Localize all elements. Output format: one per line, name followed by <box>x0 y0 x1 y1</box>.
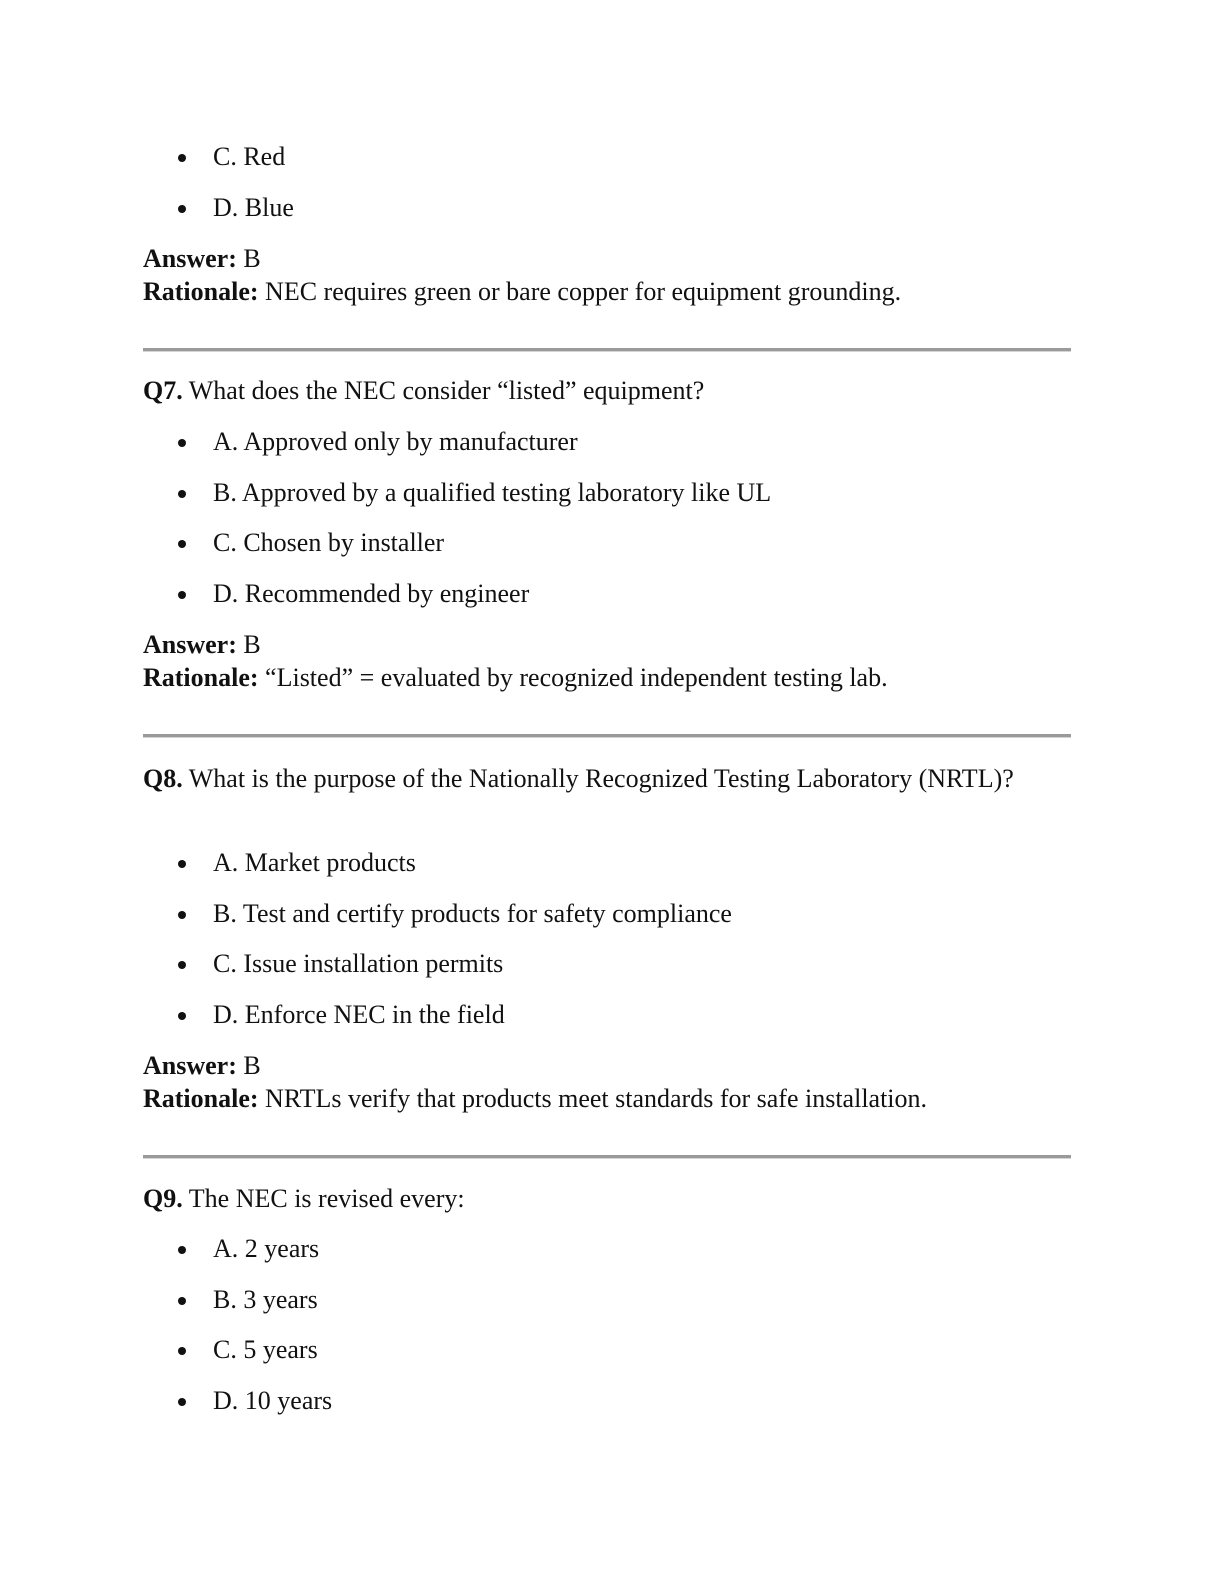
q9-question <box>143 1182 1023 1216</box>
bullet <box>178 961 186 969</box>
q8-option-c: C. Issue installation permits <box>213 949 504 978</box>
section-divider <box>143 1155 1071 1159</box>
rationale-text: NRTLs verify that products meet standards for safe installation. <box>265 1084 928 1113</box>
q9-option-a: A. 2 years <box>213 1234 320 1263</box>
q8-option-b: B. Test and certify products for safety compliance <box>213 899 732 928</box>
answer-label: Answer: <box>143 1051 237 1080</box>
section-divider <box>143 348 1071 352</box>
question-number: Q7. <box>143 376 183 405</box>
q7-option-a: A. Approved only by manufacturer <box>213 427 578 456</box>
answer-value: B <box>243 1051 261 1080</box>
bullet <box>178 490 186 498</box>
bullet <box>178 1347 186 1355</box>
q6-option-d: D. Blue <box>213 193 294 222</box>
bullet <box>178 591 186 599</box>
q8-option-a: A. Market products <box>213 848 416 877</box>
answer-label: Answer: <box>143 630 237 659</box>
answer-value: B <box>243 244 261 273</box>
bullet <box>178 205 186 213</box>
q7-option-d: D. Recommended by engineer <box>213 579 530 608</box>
answer-label: Answer: <box>143 244 237 273</box>
bullet <box>178 1012 186 1020</box>
rationale-label: Rationale: <box>143 277 259 306</box>
q6-answer <box>143 242 261 276</box>
q6-rationale <box>143 275 901 309</box>
bullet <box>178 860 186 868</box>
rationale-text: NEC requires green or bare copper for equipment grounding. <box>265 277 902 306</box>
q7-option-c: C. Chosen by installer <box>213 528 445 557</box>
q7-answer <box>143 628 261 662</box>
section-divider <box>143 734 1071 738</box>
bullet <box>178 1398 186 1406</box>
bullet <box>178 1297 186 1305</box>
bullet <box>178 439 186 447</box>
q7-option-b: B. Approved by a qualified testing laboratory like UL <box>213 478 772 507</box>
q9-option-b: B. 3 years <box>213 1285 318 1314</box>
q8-option-d: D. Enforce NEC in the field <box>213 1000 505 1029</box>
question-text: The NEC is revised every: <box>188 1184 465 1213</box>
rationale-label: Rationale: <box>143 663 259 692</box>
question-number: Q9. <box>143 1184 183 1213</box>
rationale-text: “Listed” = evaluated by recognized independent testing lab. <box>265 663 888 692</box>
bullet <box>178 911 186 919</box>
bullet <box>178 540 186 548</box>
q8-answer <box>143 1049 261 1083</box>
q6-option-c: C. Red <box>213 142 286 171</box>
question-number: Q8. <box>143 764 183 793</box>
q9-option-d: D. 10 years <box>213 1386 333 1415</box>
q8-rationale <box>143 1082 927 1116</box>
bullet <box>178 1246 186 1254</box>
q9-option-c: C. 5 years <box>213 1335 318 1364</box>
bullet <box>178 154 186 162</box>
rationale-label: Rationale: <box>143 1084 259 1113</box>
q7-rationale <box>143 661 888 695</box>
q7-question <box>143 374 1023 408</box>
q8-question <box>143 762 1023 796</box>
question-text: What does the NEC consider “listed” equipment? <box>188 376 705 405</box>
question-text: What is the purpose of the Nationally Recognized Testing Laboratory (NRTL)? <box>188 764 1014 793</box>
answer-value: B <box>243 630 261 659</box>
